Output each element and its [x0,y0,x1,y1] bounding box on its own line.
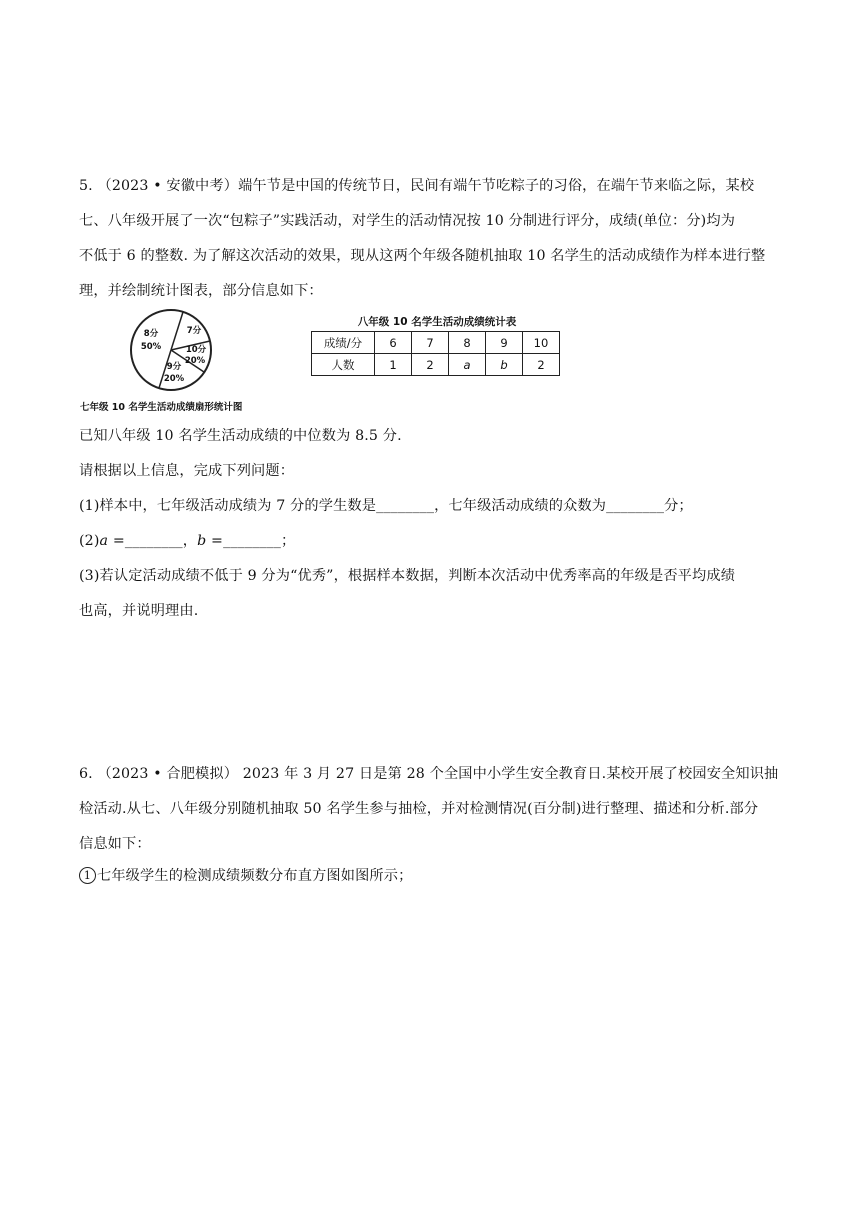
q5-line-1: 5. （2023 • 安徽中考）端午节是中国的传统节日，民间有端午节吃粽子的习俗，在端午节来临之际，某校 [79,178,755,194]
table-header-count: 人数 [312,354,375,376]
q6-item-1-text: 七年级学生的检测成绩频数分布直方图如图所示； [97,868,413,884]
q5-sub3-line-1: (3)若认定活动成绩不低于 9 分为“优秀”，根据样本数据，判断本次活动中优秀率高的年级是否平均成绩 [79,568,736,584]
q6-line-2: 检活动.从七、八年级分别随机抽取 50 名学生参与抽检，并对检测情况(百分制)进行整理、描述和分析.部分 [79,801,759,817]
table-cell-a: a [449,354,486,376]
table-header-score: 成绩/分 [312,332,375,354]
table-cell: 1 [375,354,412,376]
q5-known: 已知八年级 10 名学生活动成绩的中位数为 8.5 分. [79,428,402,444]
sub2-var-a: a [99,533,109,549]
q6-item-1 [79,866,412,886]
sub2-var-b: b [197,533,207,549]
score-table [311,331,560,376]
pie-label-8: 8分 [143,329,159,339]
pie-label-7: 7分 [186,326,202,336]
sub2-blank-b: =________； [206,533,296,549]
q5-prompt: 请根据以上信息，完成下列问题： [79,463,295,479]
pie-caption: 七年级 10 名学生活动成绩扇形统计图 [80,402,243,413]
pie-pct-9: 20% [163,374,185,384]
pie-pct-10: 20% [184,356,206,366]
pie-divider-top [171,312,183,350]
q6-line-3: 信息如下： [79,836,151,852]
pie-chart [116,306,228,392]
q5-line-4: 理，并绘制统计图表，部分信息如下： [79,283,323,299]
table-cell: 2 [523,354,560,376]
table-row-counts [312,354,560,376]
table-cell: 8 [449,332,486,354]
q6-line-1: 6. （2023 • 合肥模拟） 2023 年 3 月 27 日是第 28 个全国中小学生安全教育日.某校开展了校园安全知识抽 [79,766,779,782]
table-title: 八年级 10 名学生活动成绩统计表 [357,316,517,328]
table-cell: 2 [412,354,449,376]
pie-pct-8: 50% [140,342,162,352]
table-cell: 9 [486,332,523,354]
q5-line-2: 七、八年级开展了一次“包粽子”实践活动，对学生的活动情况按 10 分制进行评分，成绩(单位：分)均为 [79,213,736,229]
table-cell-b: b [486,354,523,376]
pie-label-10: 10分 [185,345,207,355]
table-row-scores [312,332,560,354]
sub2-prefix: (2) [79,533,100,549]
table-cell: 6 [375,332,412,354]
circled-number-marker: 1 [79,867,96,884]
sub2-blank-a: =________， [108,533,198,549]
table-cell: 10 [523,332,560,354]
table-cell: 7 [412,332,449,354]
q5-sub3-line-2: 也高，并说明理由. [79,603,199,619]
pie-label-9: 9分 [166,362,182,372]
q5-sub2 [79,531,295,551]
q5-line-3: 不低于 6 的整数. 为了解这次活动的效果，现从这两个年级各随机抽取 10 名学生的活动成绩作为样本进行整 [79,248,766,264]
q5-sub1: (1)样本中，七年级活动成绩为 7 分的学生数是________，七年级活动成绩的众数为________分； [79,498,693,514]
